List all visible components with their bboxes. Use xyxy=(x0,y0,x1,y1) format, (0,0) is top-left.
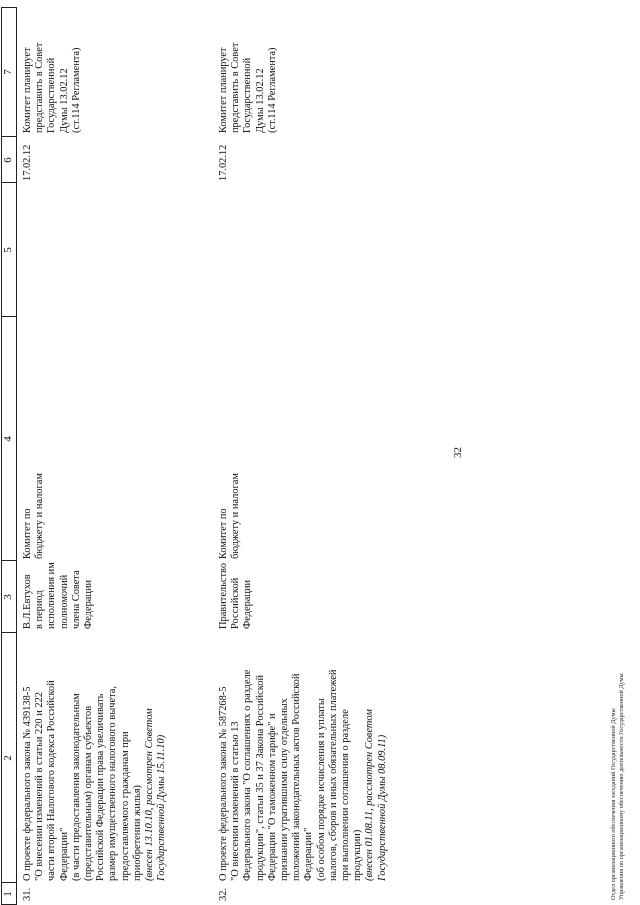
date: 17.02.12 xyxy=(218,144,229,181)
table-header-border xyxy=(16,7,17,905)
footer-line: Отдел организационного обеспечения заседаний Государственной Думы xyxy=(610,708,617,900)
text-line: (представительным) органам субъектов xyxy=(83,705,95,881)
text-line: части второй Налогового кодекса Российской xyxy=(46,680,58,881)
text-line: В.Л.Евтухов xyxy=(22,574,33,629)
column-divider xyxy=(1,882,17,883)
text-line: бюджету и налогам xyxy=(34,473,46,559)
column-header-5: 5 xyxy=(2,247,14,253)
row-number: 31. xyxy=(22,887,33,901)
text-line: Комитет по xyxy=(22,508,33,559)
column-header-2: 2 xyxy=(2,755,14,761)
text-line: продукции) xyxy=(352,829,364,881)
column-header-1: 1 xyxy=(2,891,14,897)
text-line: Комитет планирует xyxy=(218,47,229,133)
column-divider xyxy=(1,560,17,561)
result xyxy=(22,5,83,133)
text-line: предоставляемого гражданам при xyxy=(119,731,131,881)
text-line: Федерации xyxy=(83,579,95,629)
text-line: Думы 13.02.12 xyxy=(58,68,70,133)
bill-title xyxy=(218,635,389,881)
footer-line: Управления по организационному обеспечению деятельности Государственной Думы xyxy=(618,673,625,900)
text-line: признании утратившими силу отдельных xyxy=(279,698,291,881)
column-divider xyxy=(1,136,17,137)
column-divider xyxy=(1,182,17,183)
column-header-3: 3 xyxy=(2,594,14,600)
initiator xyxy=(218,559,255,629)
text-line: Федерации xyxy=(242,579,254,629)
text-line: Федерации" xyxy=(58,827,70,881)
footer xyxy=(610,673,626,900)
text-line: О проекте федерального закона № 587268-5 xyxy=(218,686,229,881)
text-line: приобретении жилья) xyxy=(131,785,143,881)
text-line: полномочий xyxy=(58,574,70,629)
text-line: Российской Федерации права увеличивать xyxy=(95,693,107,881)
text-line: при выполнении соглашения о разделе xyxy=(340,709,352,881)
text-line: Федерального закона "О соглашениях о разделе xyxy=(242,669,254,881)
text-line: О проекте федерального закона № 439138-5 xyxy=(22,686,33,881)
bill-title xyxy=(22,635,168,881)
text-line: в период xyxy=(34,590,46,629)
committee xyxy=(22,409,46,559)
text-line: "О внесении изменений в статью 13 xyxy=(230,721,242,881)
text-line: размер имущественного налогового вычета, xyxy=(107,686,119,881)
text-line: представить в Совет xyxy=(230,42,242,133)
column-divider xyxy=(1,316,17,317)
submission-note: Государственной Думы 08.09.11) xyxy=(376,734,388,881)
text-line: (ст.114 Регламента) xyxy=(70,47,82,133)
text-line: Государственной xyxy=(46,57,58,133)
text-line: Федерации" xyxy=(303,827,315,881)
committee xyxy=(218,409,242,559)
text-line: "О внесении изменений в статьи 220 и 222 xyxy=(34,692,46,881)
initiator xyxy=(22,559,95,629)
text-line: (в части предоставления законодательным xyxy=(70,693,82,881)
text-line: положений законодательных актов Российской xyxy=(291,673,303,881)
text-line: налогов, сборов и иных обязательных платежей xyxy=(327,669,339,881)
column-divider xyxy=(1,632,17,633)
text-line: бюджету и налогам xyxy=(230,473,242,559)
text-line: Правительство xyxy=(218,562,229,629)
submission-note: (внесен 13.10.10, рассмотрен Советом xyxy=(144,708,156,881)
table-top-border xyxy=(1,7,2,905)
text-line: члена Совета xyxy=(70,570,82,629)
date: 17.02.12 xyxy=(22,144,33,181)
text-line: представить в Совет xyxy=(34,42,46,133)
column-header-4: 4 xyxy=(2,436,14,442)
page-number: 32 xyxy=(452,447,464,458)
text-line: Федерации "О таможенном тарифе" и xyxy=(266,713,278,881)
submission-note: (внесен 01.08.11, рассмотрен Советом xyxy=(364,709,376,881)
text-line: исполнения им xyxy=(46,562,58,629)
result xyxy=(218,5,279,133)
text-line: Думы 13.02.12 xyxy=(254,68,266,133)
text-line: Комитет планирует xyxy=(22,47,33,133)
text-line: продукции", статьи 35 и 37 Закона Российской xyxy=(254,674,266,881)
text-line: (об особом порядке исчисления и уплаты xyxy=(315,698,327,881)
row-number: 32. xyxy=(218,887,229,901)
column-header-6: 6 xyxy=(2,157,14,163)
text-line: Российской xyxy=(230,577,242,629)
submission-note: Государственной Думы 15.11.10) xyxy=(156,734,168,881)
text-line: Комитет по xyxy=(218,508,229,559)
text-line: Государственной xyxy=(242,57,254,133)
column-header-7: 7 xyxy=(2,69,14,75)
text-line: (ст.114 Регламента) xyxy=(266,47,278,133)
column-divider xyxy=(1,7,17,8)
